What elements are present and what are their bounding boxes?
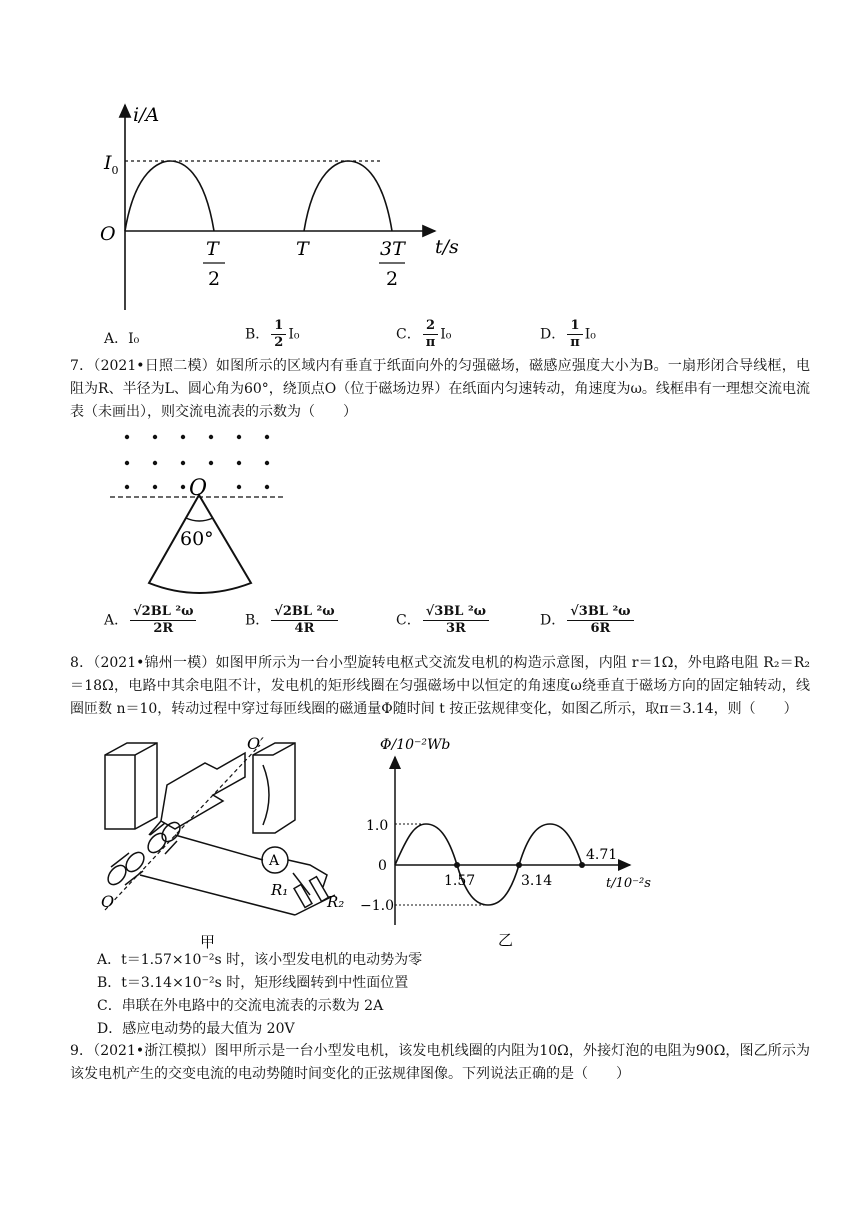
flux-x-3: 4.71 bbox=[586, 847, 618, 863]
axis-o-label: O bbox=[101, 892, 115, 911]
r2-label: R₂ bbox=[327, 893, 345, 911]
q8-generator-figure bbox=[95, 725, 365, 950]
q8-question-text: 8．（2021•锦州一模）如图甲所示为一台小型旋转电枢式交流发电机的构造示意图，内阻 r＝1Ω，外电路电阻 R₂＝R₂＝18Ω，电路中其余电阻不计，发电机的矩形线圈在匀强磁场中以恒定的角速度ω绕垂直于磁场方向的固定轴转动，线圈匝数 n＝10，转动过程中穿过每匝线圈的磁通量Φ随时间 t 按正弦规律变化，如图乙所示，取π＝3.14，则（ ） bbox=[70, 655, 810, 717]
tick-3half-num: 3T bbox=[380, 238, 405, 260]
flux-y-axis-label: Φ/10⁻²Wb bbox=[380, 737, 451, 753]
flux-y-top: 1.0 bbox=[366, 818, 389, 834]
q6-current-graph bbox=[90, 95, 490, 320]
flux-y-zero: 0 bbox=[378, 858, 387, 874]
q6-option-b[interactable]: B． $\frac{1}{2}$ I₀ bbox=[245, 318, 300, 350]
fig-yi-caption: 乙 bbox=[498, 931, 514, 949]
ammeter-label: A bbox=[269, 853, 280, 869]
flux-point-1 bbox=[454, 862, 460, 868]
flux-point-2 bbox=[516, 862, 522, 868]
fig-jia-caption: 甲 bbox=[200, 933, 216, 950]
current-curve-2 bbox=[304, 161, 392, 231]
y-axis-label: i/A bbox=[133, 104, 160, 126]
sector-angle-label: 60° bbox=[180, 528, 214, 550]
origin-label: O bbox=[100, 223, 116, 245]
q7-question-text: 7．（2021•日照二模）如图所示的区域内有垂直于纸面向外的匀强磁场，磁感应强度大小为B。一扇形闭合导线框，电阻为R、半径为L、圆心角为60°，绕顶点O（位于磁场边界）在纸面内匀速转动，角速度为ω。线框串有一理想交流电流表（未画出），则交流电流表的示数为（ ） bbox=[70, 358, 810, 420]
q7-option-c[interactable]: C． $\frac{\text{√3BL ²ω}}{3R}$ bbox=[396, 604, 491, 637]
flux-x-2: 3.14 bbox=[521, 873, 553, 889]
r1-label: R₁ bbox=[271, 881, 289, 899]
q7-option-b[interactable]: B． $\frac{\text{√2BL ²ω}}{4R}$ bbox=[245, 604, 340, 637]
q9-question-text: 9．（2021•浙江模拟）图甲所示是一台小型发电机，该发电机线圈的内阻为10Ω，外接灯泡的电阻为90Ω，图乙所示为该发电机产生的交变电流的电动势随时间变化的正弦规律图像。下列说法正确的是（ ） bbox=[70, 1043, 810, 1082]
q7-option-d[interactable]: D． $\frac{\text{√3BL ²ω}}{6R}$ bbox=[540, 604, 636, 637]
current-curve-1 bbox=[125, 161, 214, 231]
flux-point-3 bbox=[579, 862, 585, 868]
i0-label: $I_0$ bbox=[104, 152, 119, 177]
sector-o-label: O bbox=[189, 476, 208, 501]
q6-option-c[interactable]: C． $\frac{2}{\pi}$ I₀ bbox=[396, 318, 452, 350]
q7-sector-figure bbox=[105, 425, 295, 595]
axis-o-prime-label: O′ bbox=[247, 734, 264, 753]
tick-half-num: T bbox=[206, 238, 219, 260]
q8-flux-graph bbox=[360, 735, 660, 950]
q6-option-d[interactable]: D． $\frac{1}{\pi}$ I₀ bbox=[540, 318, 596, 350]
q8-option-a[interactable]: A．t＝1.57×10⁻²s 时，该小型发电机的电动势为零 bbox=[97, 952, 423, 968]
tick-t: T bbox=[296, 238, 309, 260]
flux-x-1: 1.57 bbox=[444, 873, 476, 889]
tick-half-den: 2 bbox=[208, 268, 221, 290]
q6-option-a[interactable]: A．I₀ bbox=[104, 331, 140, 347]
x-axis-label: t/s bbox=[435, 236, 459, 258]
flux-y-bottom: −1.0 bbox=[360, 898, 394, 914]
q8-option-b[interactable]: B．t＝3.14×10⁻²s 时，矩形线圈转到中性面位置 bbox=[97, 975, 409, 991]
tick-3half-den: 2 bbox=[386, 268, 399, 290]
q8-option-c[interactable]: C．串联在外电路中的交流电流表的示数为 2A bbox=[97, 998, 384, 1014]
q7-option-a[interactable]: A． $\frac{\text{√2BL ²ω}}{2R}$ bbox=[104, 604, 198, 637]
q8-option-d[interactable]: D．感应电动势的最大值为 20V bbox=[97, 1021, 295, 1037]
flux-x-axis-label: t/10⁻²s bbox=[606, 876, 651, 891]
